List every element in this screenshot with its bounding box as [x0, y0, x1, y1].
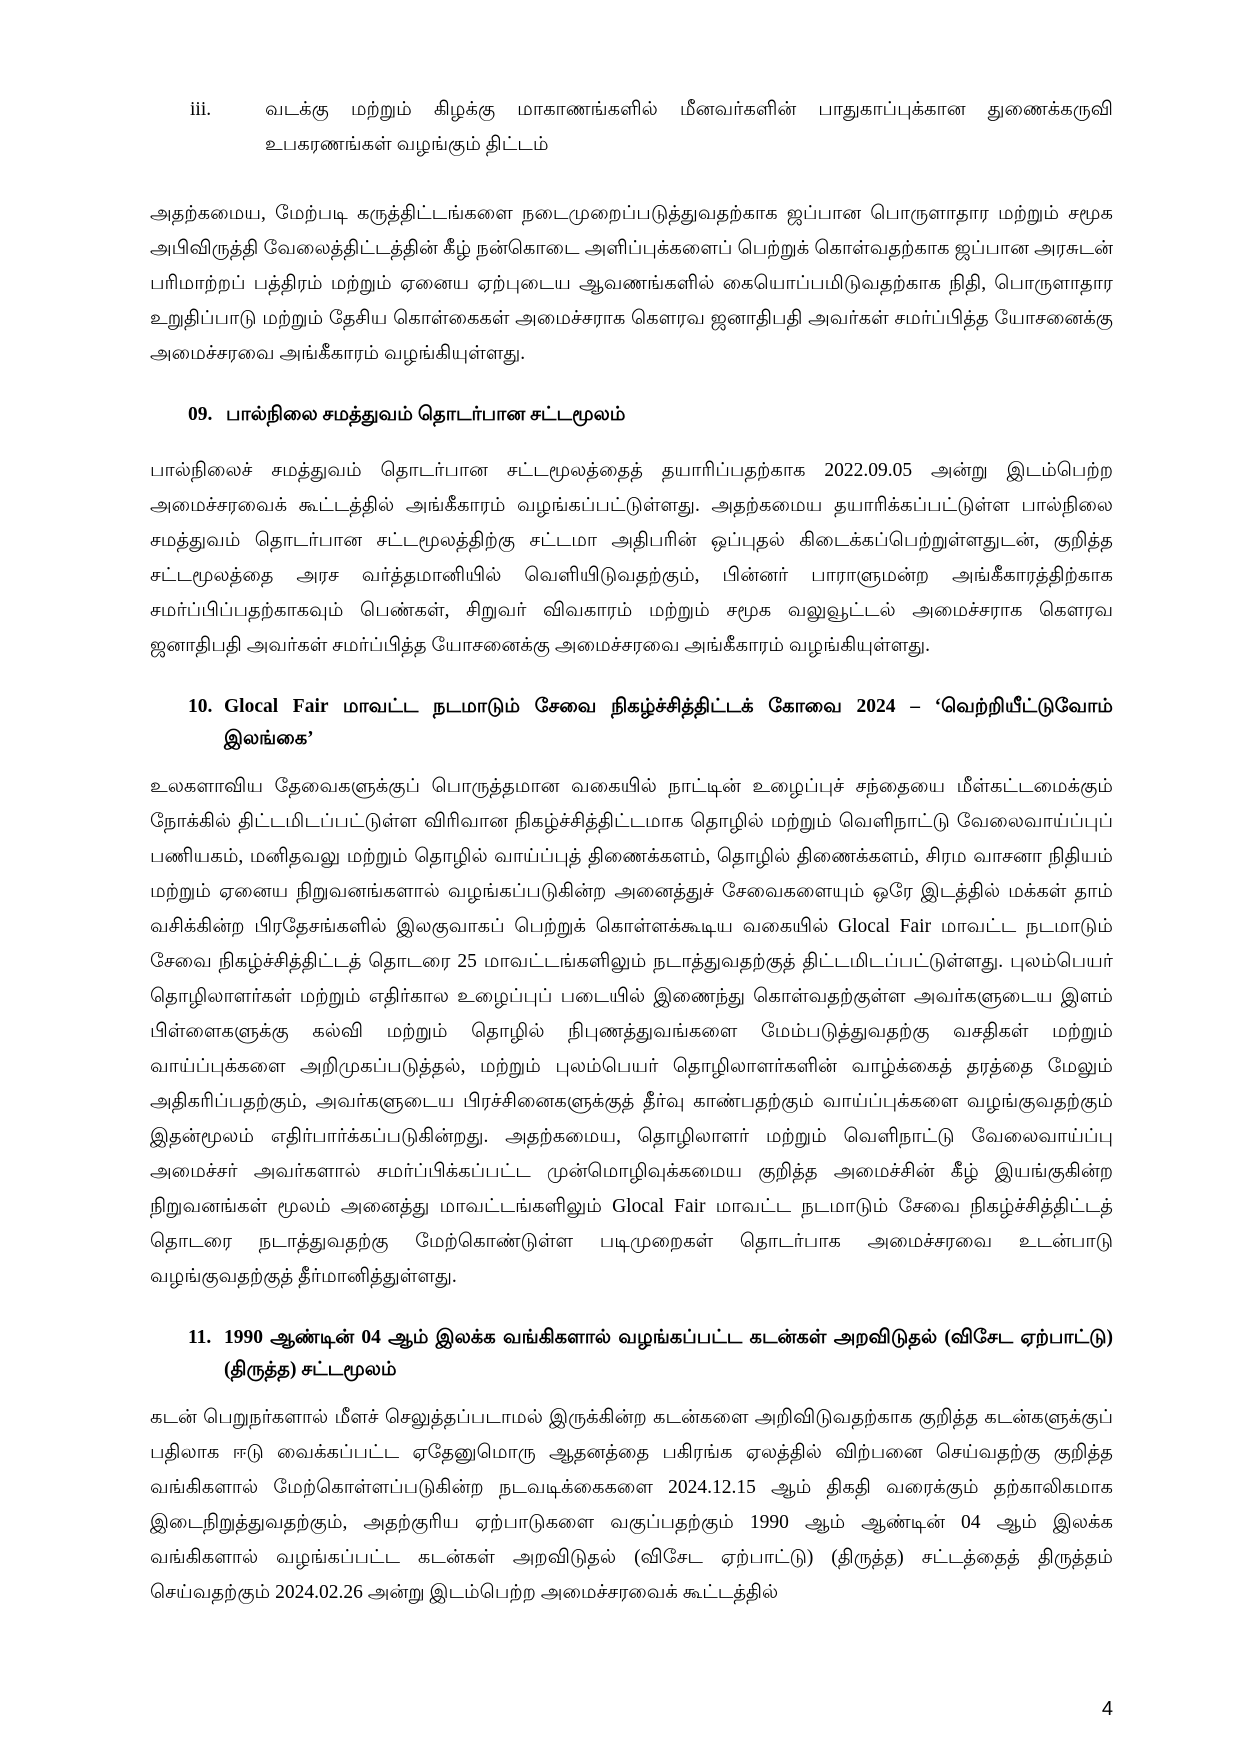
paragraph-japan-grant: அதற்கமைய, மேற்படி கருத்திட்டங்களை நடைமுறைப்படுத்துவதற்காக ஜப்பான பொருளாதார மற்றும் சமூக அபிவிருத்தி வேலைத்திட்டத்தின் கீழ் நன்கொடை அளிப்புக்களைப் பெற்றுக் கொள்வதற்காக ஜப்பான அரசுடன் பரிமாற்றப் பத்திரம் மற்றும் ஏனைய ஏற்புடைய ஆவணங்களில் கையொப்பமிடுவதற்காக நிதி, பொருளாதார உறுதிப்பாடு மற்றும் தேசிய கொள்கைகள் அமைச்சராக கௌரவ ஜனாதிபதி அவர்கள் சமர்ப்பித்த யோசனைக்கு அமைச்சரவை அங்கீகாரம் வழங்கியுள்ளது. [150, 203, 1113, 364]
section-body-10: உலகளாவிய தேவைகளுக்குப் பொருத்தமான வகையில் நாட்டின் உழைப்புச் சந்தையை மீள்கட்டமைக்கும் நோக்கில் திட்டமிடப்பட்டுள்ள விரிவான நிகழ்ச்சித்திட்டமாக தொழில் மற்றும் வெளிநாட்டு வேலைவாய்ப்புப் பணியகம், மனிதவலு மற்றும் தொழில் வாய்ப்புத் திணைக்களம், தொழில் திணைக்களம், சிரம வாசனா நிதியம் மற்றும் ஏனைய நிறுவனங்களால் வழங்கப்படுகின்ற அனைத்துச் சேவைகளையும் ஒரே இடத்தில் மக்கள் தாம் வசிக்கின்ற பிரதேசங்களில் இலகுவாகப் பெற்றுக் கொள்ளக்கூடிய வகையில் Glocal Fair மாவட்ட நடமாடும் சேவை நிகழ்ச்சித்திட்டத் தொடரை 25 மாவட்டங்களிலும் நடாத்துவதற்குத் திட்டமிடப்பட்டுள்ளது. புலம்பெயர் தொழிலாளர்கள் மற்றும் எதிர்கால உழைப்புப் படையில் இணைந்து கொள்வதற்குள்ள அவர்களுடைய இளம் பிள்ளைகளுக்கு கல்வி மற்றும் தொழில் நிபுணத்துவங்களை மேம்படுத்துவதற்கு வசதிகள் மற்றும் வாய்ப்புக்களை அறிமுகப்படுத்தல், மற்றும் புலம்பெயர் தொழிலாளர்களின் வாழ்க்கைத் தரத்தை மேலும் அதிகரிப்பதற்கும், அவர்களுடைய பிரச்சினைகளுக்குத் தீர்வு காண்பதற்கும் வாய்ப்புக்களை வழங்குவதற்கும் இதன்மூலம் எதிர்பார்க்கப்படுகின்றது. அதற்கமைய, தொழிலாளர் மற்றும் வெளிநாட்டு வேலைவாய்ப்பு அமைச்சர் அவர்களால் சமர்ப்பிக்கப்பட்ட முன்மொழிவுக்கமைய குறித்த அமைச்சின் கீழ் இயங்குகின்ற நிறுவனங்கள் மூலம் அனைத்து மாவட்டங்களிலும் Glocal Fair மாவட்ட நடமாடும் சேவை நிகழ்ச்சித்திட்டத் தொடரை நடாத்துவதற்கு மேற்கொண்டுள்ள படிமுறைகள் தொடர்பாக அமைச்சரவை உடன்பாடு வழங்குவதற்குத் தீர்மானித்துள்ளது. [150, 776, 1113, 1287]
section-number: 10. [188, 696, 213, 717]
section-heading-11 [188, 1322, 1113, 1386]
list-item-number: iii. [190, 99, 212, 120]
section-title: Glocal Fair மாவட்ட நடமாடும் சேவை நிகழ்ச்சித்திட்டக் கோவை 2024 – ‘வெற்றியீட்டுவோம் இலங்கை’ [224, 696, 1113, 749]
page-number: 4 [1101, 1698, 1113, 1720]
section-heading-09 [188, 399, 1113, 431]
section-number: 11. [188, 1327, 212, 1348]
section-title: 1990 ஆண்டின் 04 ஆம் இலக்க வங்கிகளால் வழங்கப்பட்ட கடன்கள் அறவிடுதல் (விசேட ஏற்பாட்டு) (திருத்த) சட்டமூலம் [224, 1327, 1113, 1380]
section-body-09: பால்நிலைச் சமத்துவம் தொடர்பான சட்டமூலத்தைத் தயாரிப்பதற்காக 2022.09.05 அன்று இடம்பெற்ற அமைச்சரவைக் கூட்டத்தில் அங்கீகாரம் வழங்கப்பட்டுள்ளது. அதற்கமைய தயாரிக்கப்பட்டுள்ள பால்நிலை சமத்துவம் தொடர்பான சட்டமூலத்திற்கு சட்டமா அதிபரின் ஒப்புதல் கிடைக்கப்பெற்றுள்ளதுடன், குறித்த சட்டமூலத்தை அரச வர்த்தமானியில் வெளியிடுவதற்கும், பின்னர் பாராளுமன்ற அங்கீகாரத்திற்காக சமர்ப்பிப்பதற்காகவும் பெண்கள், சிறுவர் விவகாரம் மற்றும் சமூக வலுவூட்டல் அமைச்சராக கௌரவ ஜனாதிபதி அவர்கள் சமர்ப்பித்த யோசனைக்கு அமைச்சரவை அங்கீகாரம் வழங்கியுள்ளது. [150, 460, 1113, 656]
section-title: பால்நிலை சமத்துவம் தொடர்பான சட்டமூலம் [226, 404, 626, 425]
list-item-iii [190, 92, 1113, 162]
section-heading-10 [188, 691, 1113, 755]
section-number: 09. [188, 404, 213, 425]
list-item-text: வடக்கு மற்றும் கிழக்கு மாகாணங்களில் மீனவர்களின் பாதுகாப்புக்கான துணைக்கருவி உபகரணங்கள் வழங்கும் திட்டம் [265, 99, 1113, 155]
section-body-11: கடன் பெறுநர்களால் மீளச் செலுத்தப்படாமல் இருக்கின்ற கடன்களை அறிவிடுவதற்காக குறித்த கடன்களுக்குப் பதிலாக ஈடு வைக்கப்பட்ட ஏதேனுமொரு ஆதனத்தை பகிரங்க ஏலத்தில் விற்பனை செய்வதற்கு குறித்த வங்கிகளால் மேற்கொள்ளப்படுகின்ற நடவடிக்கைகளை 2024.12.15 ஆம் திகதி வரைக்கும் தற்காலிகமாக இடைநிறுத்துவதற்கும், அதற்குரிய ஏற்பாடுகளை வகுப்பதற்கும் 1990 ஆம் ஆண்டின் 04 ஆம் இலக்க வங்கிகளால் வழங்கப்பட்ட கடன்கள் அறவிடுதல் (விசேட ஏற்பாட்டு) (திருத்த) சட்டத்தைத் திருத்தம் செய்வதற்கும் 2024.02.26 அன்று இடம்பெற்ற அமைச்சரவைக் கூட்டத்தில் [150, 1407, 1113, 1603]
